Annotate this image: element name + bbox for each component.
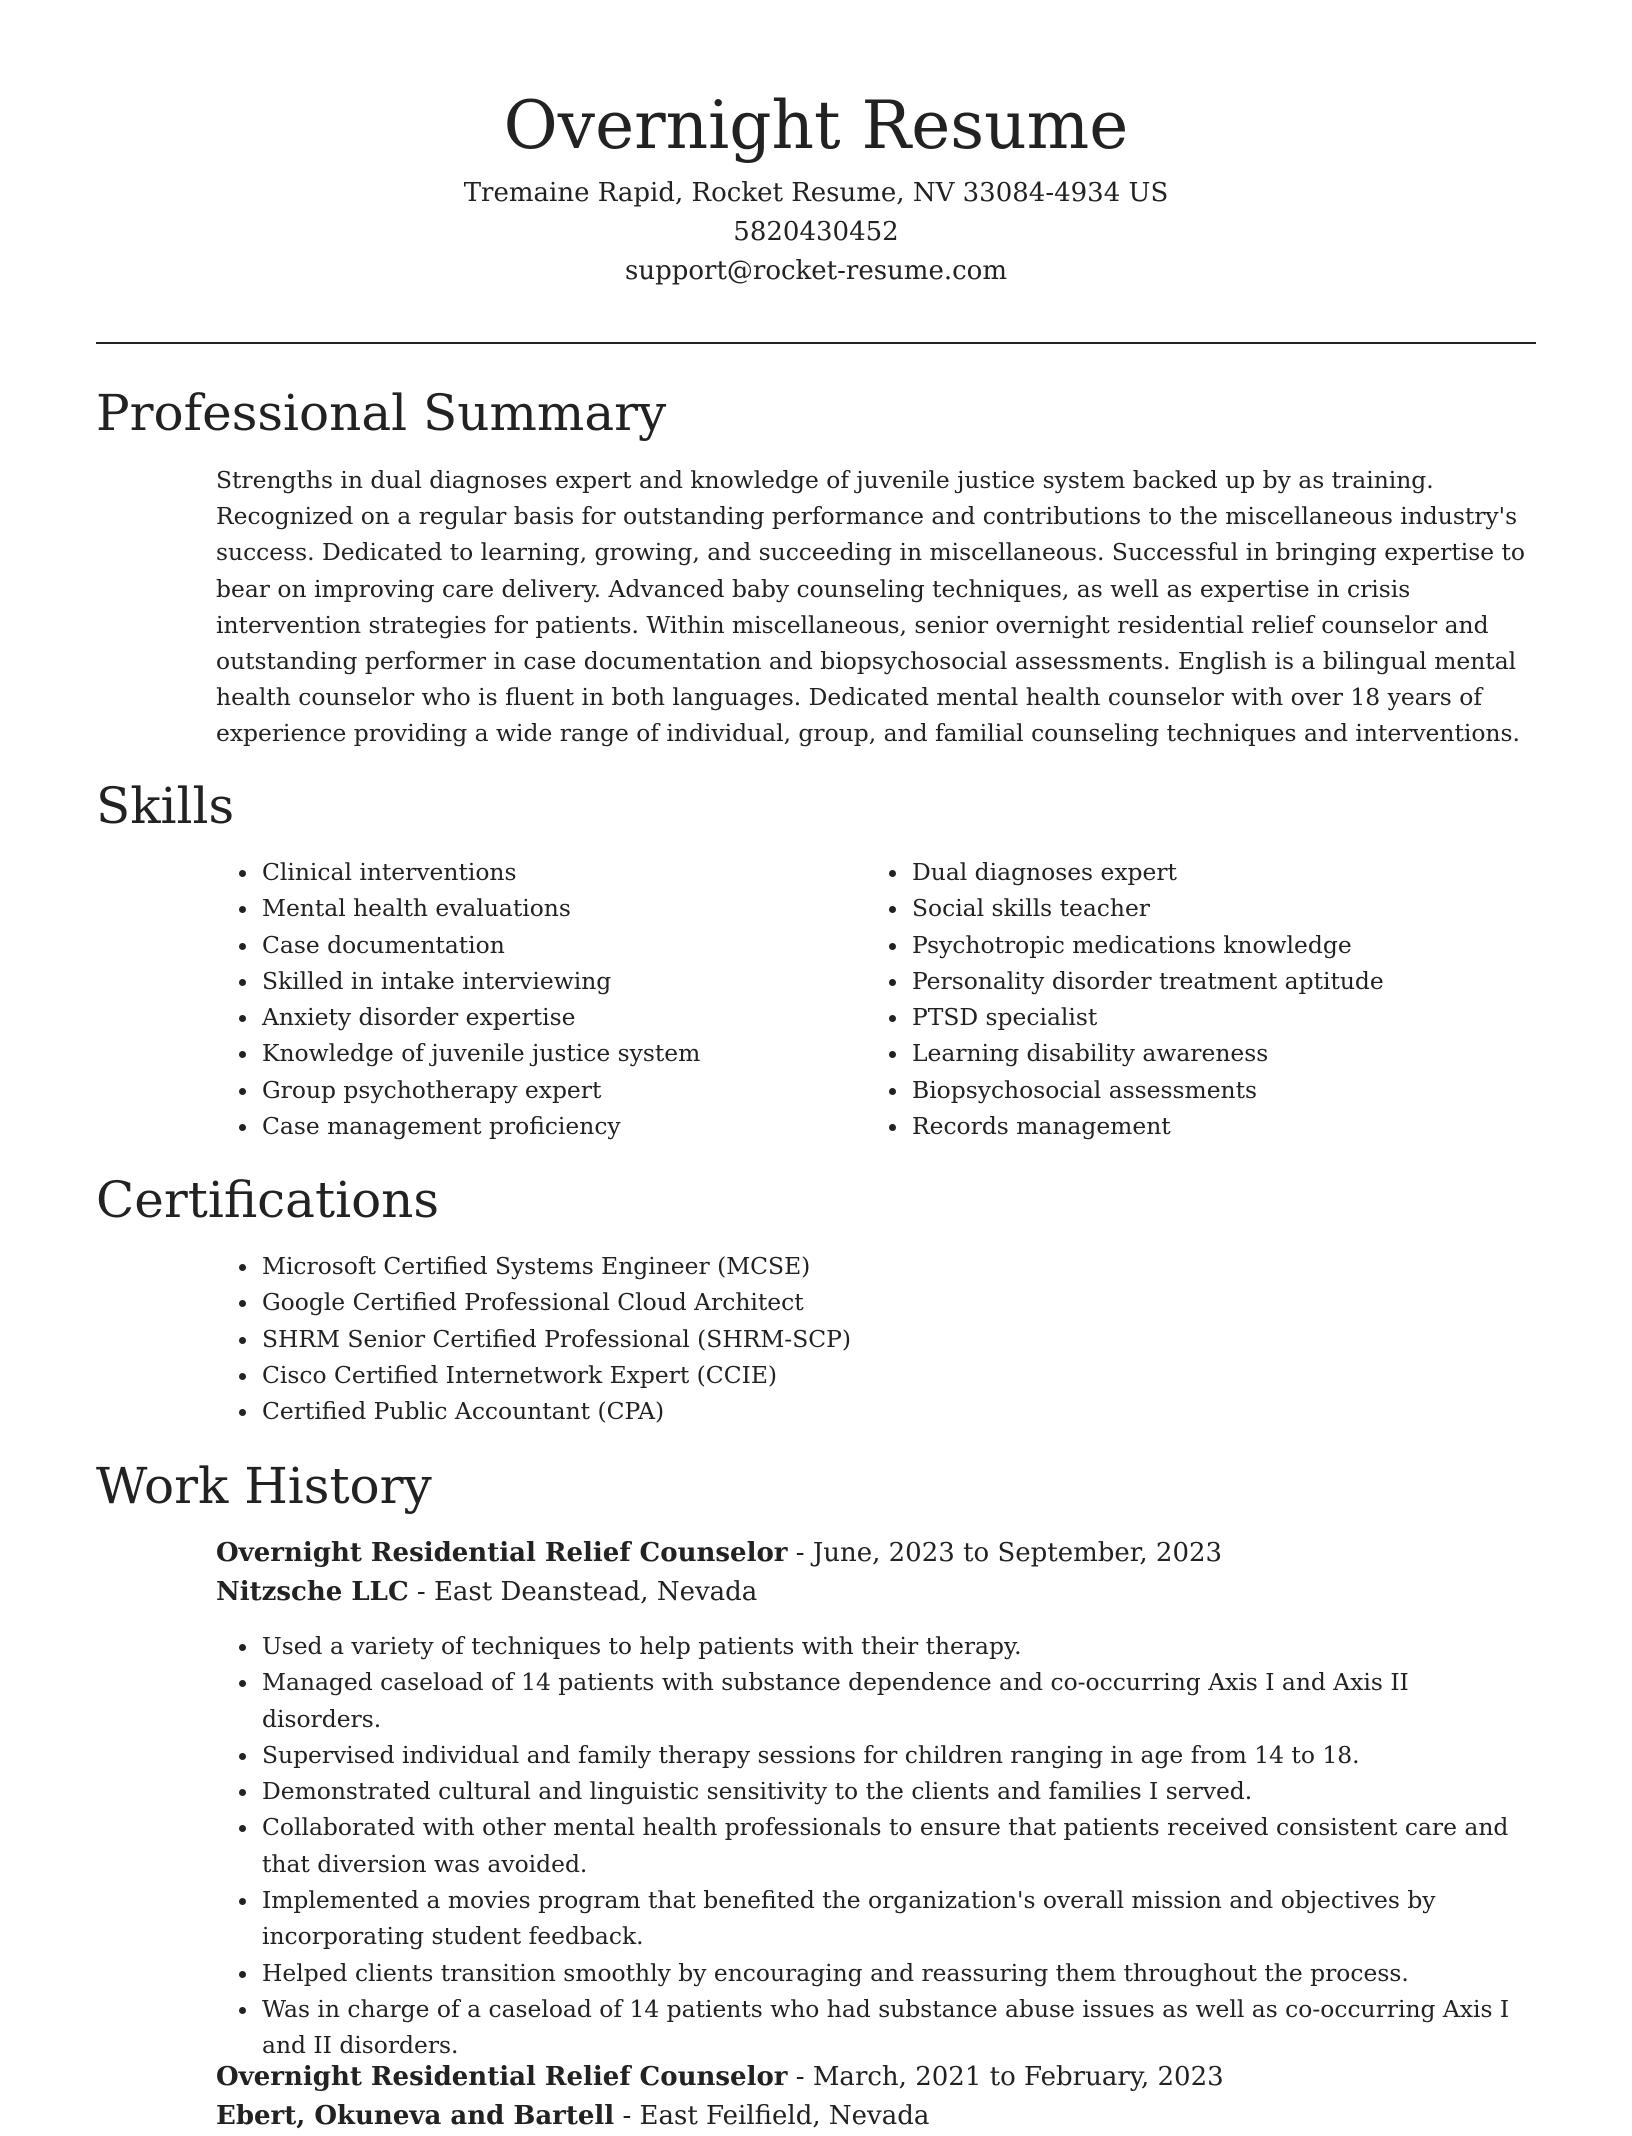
job-title: Overnight Residential Relief Counselor (216, 2062, 788, 2092)
resume-name: Overnight Resume (503, 87, 1129, 164)
list-item: • Anxiety disorder expertise (260, 999, 856, 1035)
summary-text: Strengths in dual diagnoses expert and knowledge of juvenile justice system backed up by as training. Recognized on a regular basis for outstanding performance and contributions to the miscellaneous industry's success. Dedicated to learning, growing, and succeeding in miscellaneous. Successful in bringing expertise to bear on improving care delivery. Advanced baby counseling techniques, as well as expertise in crisis intervention strategies for patients. Within miscellaneous, senior overnight residential relief counselor and outstanding performer in case documentation and biopsychosocial assessments. English is a bilingual mental health counselor who is fluent in both languages. Dedicated mental health counselor with over 18 years of experience providing a wide range of individual, group, and familial counseling techniques and interventions. (216, 466, 1525, 748)
job-company-line (216, 2097, 1534, 2136)
list-item: • Implemented a movies program that benefited the organization's overall mission and objectives by incorporating student feedback. (260, 1882, 1534, 1955)
list-item: • Collaborated with other mental health professionals to ensure that patients received consistent care and that diversion was avoided. (260, 1809, 1534, 1882)
skills-column-right (866, 854, 1526, 1144)
list-item: • Social skills teacher (910, 890, 1526, 926)
list-item: • Biopsychosocial assessments (910, 1072, 1526, 1108)
list-item: • Clinical interventions (260, 854, 856, 890)
contact-phone: 5820430452 (733, 217, 899, 247)
header-divider (96, 342, 1536, 344)
job-title: Overnight Residential Relief Counselor (216, 1538, 788, 1568)
section-title-summary: Professional Summary (96, 384, 667, 442)
job-dates: - June, 2023 to September, 2023 (787, 1538, 1223, 1568)
job-location: - East Deanstead, Nevada (408, 1577, 758, 1607)
job-title-line (216, 1534, 1534, 1573)
list-item: • Records management (910, 1108, 1526, 1144)
list-item: • Dual diagnoses expert (910, 854, 1526, 890)
list-item: • Case documentation (260, 927, 856, 963)
list-item: • Skilled in intake interviewing (260, 963, 856, 999)
list-item: • SHRM Senior Certified Professional (SHRM-SCP) (260, 1321, 1516, 1357)
job-location: - East Feilfield, Nevada (614, 2101, 930, 2131)
list-item: • Group psychotherapy expert (260, 1072, 856, 1108)
section-title-work-history: Work History (96, 1457, 432, 1515)
job-company: Nitzsche LLC (216, 1577, 409, 1607)
job-dates: - March, 2021 to February, 2023 (787, 2062, 1224, 2092)
job-title-line (216, 2058, 1534, 2097)
job-bullet-list (216, 1628, 1534, 2064)
section-title-skills: Skills (96, 777, 235, 835)
list-item: • Supervised individual and family therapy sessions for children ranging in age from 14 to 18. (260, 1737, 1534, 1773)
contact-address: Tremaine Rapid, Rocket Resume, NV 33084-4934 US (463, 178, 1169, 208)
job-company: Ebert, Okuneva and Bartell (216, 2101, 615, 2131)
list-item: • Personality disorder treatment aptitude (910, 963, 1526, 999)
contact-email: support@rocket-resume.com (624, 256, 1007, 286)
skills-list-right (866, 854, 1526, 1144)
job-entry (216, 1534, 1534, 2064)
list-item: • Demonstrated cultural and linguistic sensitivity to the clients and families I served. (260, 1773, 1534, 1809)
skills-list-left (216, 854, 856, 1144)
list-item: • Was in charge of a caseload of 14 patients who had substance abuse issues as well as co-occurring Axis I and II disorders. (260, 1991, 1534, 2064)
list-item: • Microsoft Certified Systems Engineer (MCSE) (260, 1248, 1516, 1284)
certifications-list (216, 1248, 1516, 1429)
list-item: • Used a variety of techniques to help patients with their therapy. (260, 1628, 1534, 1664)
skills-column-left (216, 854, 856, 1144)
list-item: • Learning disability awareness (910, 1035, 1526, 1071)
job-bullets (216, 1628, 1534, 2064)
list-item: • Helped clients transition smoothly by encouraging and reassuring them throughout the process. (260, 1955, 1534, 1991)
certifications-block (216, 1248, 1516, 1429)
list-item: • Google Certified Professional Cloud Architect (260, 1284, 1516, 1320)
section-title-certifications: Certifications (96, 1171, 440, 1229)
list-item: • Case management proficiency (260, 1108, 856, 1144)
list-item: • Mental health evaluations (260, 890, 856, 926)
list-item: • Knowledge of juvenile justice system (260, 1035, 856, 1071)
list-item: • Psychotropic medications knowledge (910, 927, 1526, 963)
job-company-line (216, 1573, 1534, 1612)
list-item: • Certified Public Accountant (CPA) (260, 1393, 1516, 1429)
list-item: • PTSD specialist (910, 999, 1526, 1035)
job-entry (216, 2058, 1534, 2136)
list-item: • Managed caseload of 14 patients with substance dependence and co-occurring Axis I and Axis II disorders. (260, 1664, 1534, 1737)
list-item: • Cisco Certified Internetwork Expert (CCIE) (260, 1357, 1516, 1393)
resume-header (96, 86, 1536, 291)
